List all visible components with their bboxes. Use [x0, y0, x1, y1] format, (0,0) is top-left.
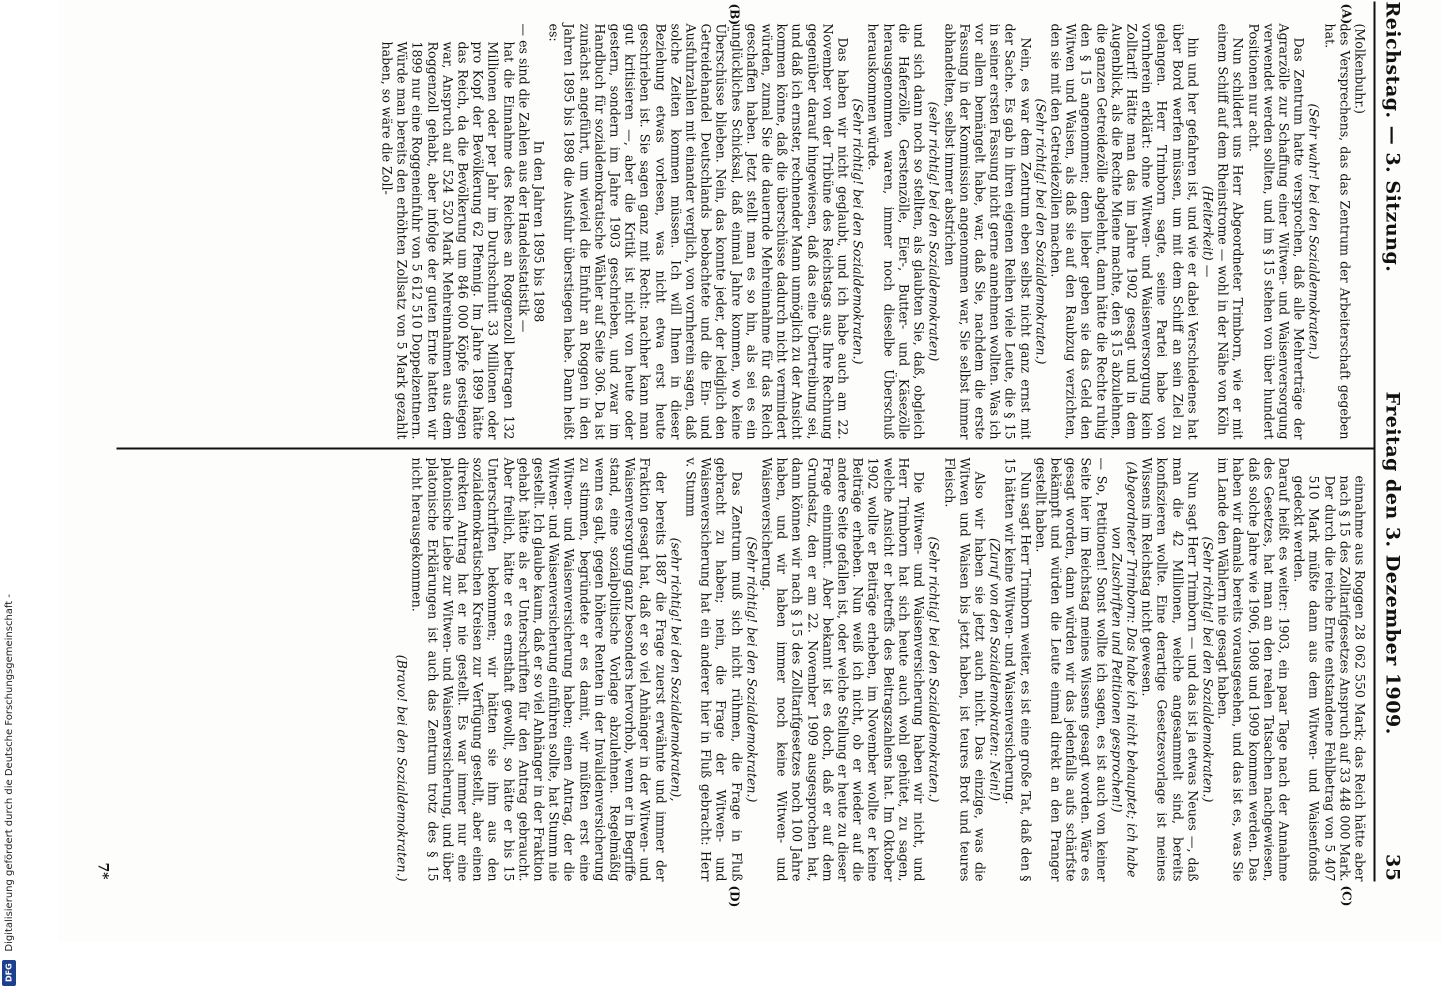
- paragraph: und sich dann noch so stellten, als glaubten Sie, daß, obgleich die Haferzölle, Gerstenzölle, Eier-, Butter- und Käsezölle herausgenommen waren, immer noch dieselbe Überschuß herauskommen würde.: [866, 23, 927, 440]
- interjection: (sehr richtig! bei den Sozialdemokraten): [926, 101, 942, 362]
- paragraph: einnahme aus Roggen 28 062 550 Mark; das Reich hätte aber nach § 15 des Zolltarifgesetzes Anspruch auf 33 448 000 Mark. Der durch die reiche Ernte entstandene Fehlbetrag von 5 407 510 Mark müßte dann aus dem Witwen- und Waisenfonds gedeckt werden.: [1291, 475, 1368, 882]
- digitization-credit: Digitalisierung gefördert durch die Deutsche Forschungsgemeinschaft -: [3, 594, 15, 952]
- interjection: (Sehr richtig! bei den Sozialdemokraten.): [850, 98, 866, 365]
- paragraph: Das Zentrum hatte versprochen, daß alle Mehrerträge der Agrarzölle zur Schaffung einer Witwen- und Waisenversorgung verwendet werden sollten, und im § 15 stehen von über hundert Positionen nur acht.: [1246, 23, 1307, 440]
- paragraph: hin und her gefahren ist, und wie er dabei Verschiedenes hat über Bord werfen müssen, um mit dem Schiff an sein Ziel zu gelangen. Herr Trimborn sagte, seine Partei habe von vornherein erklärt: ohne Witwen- und Waisenversorgung kein Zolltarif! Hätte man das im Jahre 1902 gesagt und in dem Augenblick, als die Rechte Miene machte, den § 15 abzulehnen, die ganzen Getreidezölle abgelehnt, dann hätte die Rechte ruhig den § 15 angenommen; denn lieber geben sie das Geld den Witwen und Waisen, als daß sie auf den Raubzug verzichten, den sie mit den Getreidezöllen machen.: [1048, 23, 1201, 440]
- paragraph: Nun sagt Herr Trimborn weiter, es ist eine große Tat, daß den § 15 hätten wir keine Witwen- und Waisenversicherung.: [1002, 457, 1034, 882]
- interjection: (Zuruf von den Sozialdemokraten: Nein!): [987, 537, 1003, 802]
- digitization-credit-strip: [0, 0, 18, 1000]
- header-date: Freitag den 3. Dezember 1909.: [1381, 391, 1404, 735]
- page-number: 35: [1381, 854, 1404, 882]
- header-rule: [1374, 2, 1376, 882]
- paragraph: Also wir haben sie jetzt auch nicht. Das einzige, was die Witwen und Waisen bis jetzt haben, ist teures Brot und teures Fleisch.: [942, 457, 988, 882]
- left-column: [117, 24, 1368, 440]
- paragraph: des Versprechens, das das Zentrum der Arbeiterschaft gegeben hat.: [1322, 23, 1353, 440]
- document-page: [59, 0, 1442, 942]
- interjection: (Sehr richtig! bei den Sozialdemokraten.): [744, 536, 760, 803]
- header-left: Reichstag. — 3. Sitzung.: [1381, 1, 1404, 273]
- interjection: (Abgeordneter Trimborn: Das habe ich nicht behauptet; ich habe von Zuschriften und Petitionen gesprochen!): [1109, 461, 1140, 878]
- margin-mark-a: (A): [1339, 3, 1354, 25]
- interjection: (Sehr richtig! bei den Sozialdemokraten.): [926, 536, 942, 803]
- signature-mark: 7*: [94, 862, 111, 880]
- running-head: [1380, 2, 1404, 882]
- paragraph: — So, Petitionen! Sonst wollte ich sagen, es ist auch von keiner Seite hier im Reichstag meines Wissens gesagt worden. Wäre es gesagt worden, dann würden wir das jedenfalls aufs schärfste bekämpft und würden die Leute einmal direkt an den Pranger gestellt haben.: [1033, 457, 1110, 882]
- paragraph: hat die Einnahme des Reiches an Roggenzoll betragen 132 Millionen oder per Jahr im Durchschnitt 33 Millionen oder pro Kopf der Bevölkerung 62 Pfennig. Im Jahre 1899 hätte das Reich, da die Bevölkerung um 846 000 Köpfe gestiegen war, Anspruch auf 524 520 Mark Mehreinnahmen aus dem Roggenzoll gehabt, aber infolge der guten Ernte hatten wir 1899 nur eine Roggeneinfuhr von 5 612 510 Doppelzentnern. Würde man bereits den erhöhten Zollsatz von 5 Mark gezahlt haben, so wäre die Zoll-: [379, 41, 517, 440]
- paragraph: Nein, es war dem Zentrum eben selbst nicht ganz ernst mit der Sache. Es gab in ihren eigenen Reihen viele Leute, die § 15 in seiner ersten Fassung nicht gerne annehmen wollten. Was ich vor allem bemängelt habe, war, daß Sie, nachdem die erste Fassung in der Kommission angenommen war, Sie selbst immer abhandelten, selbst immer abstrichen: [942, 23, 1034, 440]
- paragraph: Das haben wir nicht geglaubt, und ich habe auch am 22. November von der Tribüne des Reichstags aus Ihre Rechnung gegenüber darauf hingewiesen, daß das eine Übertreibung sei, und daß ich ernster, rechnender Mann unmöglich zu der Ansicht kommen könne, daß die überschüsse dadurch nicht vermindert würden, zumal Sie die dauernde Mehreinnahme für das Reich geschaffen haben. Jetzt stellt man es so hin, als sei es ein unglückliches Schicksal, daß einmal Jahre kommen, wo keine Überschüsse blieben. Nein, das konnte jeder, der lediglich den Getreidehandel Deutschlands beobachtete und die Ein- und Ausfuhrzahlen mit einander verglich, von vornherein sagen, daß solche Zeiten kommen müssen. Ich will Ihnen in dieser Beziehung etwas vorlesen, was nicht etwa erst heute geschrieben ist. Sie sagen ganz mit Recht: nachher kann man gut kritisieren —, aber die Kritik ist nicht von heute oder gestern, sondern im Jahre 1903 geschrieben, und zwar im Handbuch für sozialdemokratische Wähler auf Seite 306. Da ist zunächst angeführt, um wieviel die Einfuhr an Roggen in den Jahren 1895 bis 1898 die Ausfuhr überstiegen habe. Dann heißt es:: [546, 23, 851, 440]
- interjection: (Sehr richtig! bei den Sozialdemokraten.): [1033, 98, 1049, 365]
- margin-mark-d: (D): [727, 885, 742, 908]
- paragraph: Darauf heißt es weiter: 1903, ein paar Tage nach der Annahme des Gesetzes, hat man an den realen Tatsachen nachgewiesen, daß solche Jahre wie 1906, 1908 und 1909 kommen werden. Das haben wir damals bereits vorausgesehen, und das ist es, was Sie im Lande den Wählern nie gesagt haben.: [1215, 457, 1292, 882]
- paragraph: Nun sagt Herr Trimborn — und das ist ja etwas Neues —, daß man die 42 Millionen, welche angesammelt sind, bereits konfiszieren wollte. Eine derartige Gesetzesvorlage ist meines Wissens im Reichstag nicht gewesen.: [1139, 457, 1201, 882]
- interjection: (sehr richtig! bei den Sozialdemokraten),: [668, 537, 684, 802]
- paragraph: der bereits 1887 die Frage zuerst erwähnte und immer der Fraktion gesagt hat, daß er so viel Anhänger in der Witwen- und Waisenversorgung ganz besonders hervorhob, wenn er in Begriffe stand, eine sozialpolitische Vorlage abzulehnen. Regelmäßig wenn es galt, gegen höhere Renten in der Invalidenversicherung zu stimmen, begründete er es damit, wir müßten erst eine Witwen- und Waisenversicherung haben; einen Antrag, der die Witwen- und Waisenversicherung einführen sollte, hat Stumm nie gestellt. Ich glaube kaum, daß er so viel Anhänger in der Fraktion gehabt hätte als er Unterschriften für den Antrag gebraucht. Aber freilich, hätte er es ernsthaft gewollt, so hätte er bis 15 Unterschriften bekommen; wir hätten sie ihm aus den sozialdemokratischen Kreisen zur Verfügung gestellt, aber einen direkten Antrag hat er nie gestellt. Es war immer nur eine platonische Liebe zur Witwen- und Waisenversicherung, und über platonische Erklärungen ist auch das Zentrum trotz des § 15 nicht herausgekommen.: [409, 457, 669, 882]
- interjection: (Heiterkeit) —: [1200, 185, 1216, 278]
- paragraph: Nun schildert uns Herr Abgeordneter Trimborn, wie er mit einem Schiff auf dem Rheinstrome — wohl in der Nähe von Köln: [1215, 23, 1246, 440]
- column-rule: [117, 448, 1376, 450]
- interjection: (Bravo! bei den Sozialdemokraten.): [394, 654, 410, 882]
- dfg-logo: DFG: [2, 960, 16, 986]
- paragraph: Die Witwen- und Waisenversicherung haben wir nicht, und Herr Trimborn hat sich heute auch wohl gehütet, zu sagen, welche Ansicht er betreffs des Beitragszahlens hat. Im Oktober 1902 wollte er Beiträge erheben, im November wollte er keine Beiträge erheben. Nun weiß ich nicht, ob er wieder auf die andere Seite gefallen ist, oder welche Stellung er heute zu dieser Frage einnimmt. Aber bekannt ist es doch, daß er auf dem Grundsatz, den er am 22. November 1909 ausgesprochen hat, dann können wir nach § 15 des Zolltarifgesetzes noch 100 Jahre haben, und wir haben immer noch keine Witwen- und Waisenversicherung.: [759, 457, 927, 882]
- interjection: (Sehr richtig! bei den Sozialdemokraten.): [1200, 536, 1216, 803]
- paragraph: Das Zentrum muß sich nicht rühmen, die Frage in Fluß gebracht zu haben; nein, die Frage der Witwen- und Waisenversicherung hat ein anderer hier in Fluß gebracht: Herr v. Stumm: [683, 457, 745, 882]
- margin-mark-b: (B): [727, 3, 742, 25]
- right-column: [117, 458, 1368, 882]
- paragraph: — es sind die Zahlen aus der Handelsstatistik —: [516, 23, 532, 333]
- margin-mark-c: (C): [1339, 885, 1354, 907]
- paragraph: (Molkenbuhr.): [1352, 23, 1368, 114]
- paragraph: In den Jahren 1895 bis 1898: [531, 140, 547, 323]
- interjection: (Sehr wahr! bei den Sozialdemokraten.): [1306, 103, 1322, 360]
